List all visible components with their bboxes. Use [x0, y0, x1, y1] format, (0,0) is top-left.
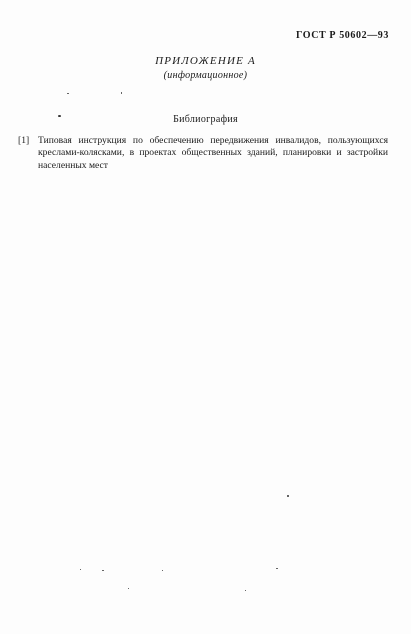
bibliography-entry-number: [1]: [18, 135, 30, 146]
bibliography-entry-text: Типовая инструкция по обеспечению передвижения инвалидов, пользующихся креслами-колясками, в проектах общественных зданий, планировки и застройки населенных мест: [38, 135, 388, 171]
scan-speck: [287, 495, 289, 497]
scan-speck: [80, 569, 81, 570]
scan-speck: [245, 590, 246, 591]
scan-speck: [58, 115, 61, 117]
scan-speck: [121, 92, 122, 94]
bibliography-entry: [18, 135, 388, 172]
document-code: ГОСТ Р 50602—93: [295, 30, 389, 41]
scan-speck: [276, 568, 278, 569]
scan-speck: [67, 93, 69, 94]
scan-speck: [162, 570, 163, 571]
scan-speck: [128, 588, 129, 589]
appendix-title: ПРИЛОЖЕНИЕ А: [155, 55, 256, 67]
appendix-subtitle: (информационное): [163, 70, 248, 81]
bibliography-heading: Библиография: [173, 114, 238, 125]
scan-speck: [102, 570, 104, 571]
